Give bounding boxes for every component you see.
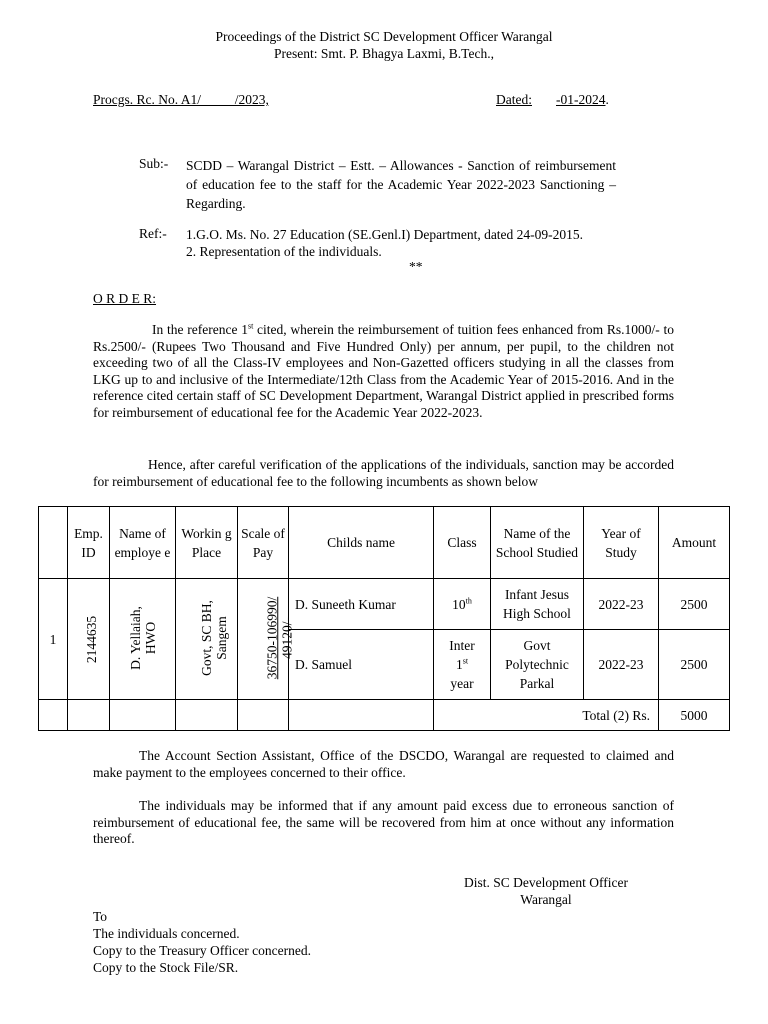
cell-amount: 2500 — [659, 579, 730, 630]
class-number: 10 — [452, 596, 466, 612]
total-empty — [39, 700, 68, 731]
total-empty — [176, 700, 238, 731]
cell-year: 2022-23 — [584, 579, 659, 630]
cell-class — [434, 630, 491, 700]
footer-line-2: Copy to the Treasury Officer concerned. — [93, 943, 311, 958]
ref-list — [186, 226, 583, 260]
signature-block — [433, 874, 659, 908]
employee-name-line-1: D. Yellaiah, — [127, 606, 143, 670]
footer-to: To — [93, 909, 108, 924]
subject-text: SCDD – Warangal District – Estt. – Allowances - Sanction of reimbursement of education fee to the staff for the Academic Year 2022-2023 Sanctioning – Regarding. — [186, 158, 616, 211]
ref-label: Ref:- — [139, 226, 167, 241]
ref-item-2: 2. Representation of the individuals. — [186, 244, 382, 259]
class-sup: th — [465, 596, 472, 605]
scale-line-2: 49120/- — [279, 617, 295, 659]
scale-line-1: 36750-106990/ — [264, 596, 280, 680]
ref-item-1: 1.G.O. Ms. No. 27 Education (SE.Genl.I) Department, dated 24-09-2015. — [186, 227, 584, 242]
procgs-number: Procgs. Rc. No. A1/ /2023, — [93, 92, 269, 107]
employee-name-line-2: HWO — [142, 621, 158, 655]
order-para-prefix: In the reference 1 — [152, 322, 248, 337]
order-paragraph — [93, 322, 674, 421]
header-scale: Scale of Pay — [238, 507, 289, 579]
cell-emp-id — [68, 579, 110, 700]
dated-value: -01-2024 — [556, 92, 606, 107]
footer-block — [93, 908, 311, 976]
scale-of-pay-text — [264, 597, 294, 680]
header-line-2: Present: Smt. P. Bhagya Laxmi, B.Tech., — [274, 46, 494, 61]
dated-label: Dated: — [496, 92, 532, 107]
working-place-line-1: Govt, SC BH, — [198, 600, 214, 676]
total-empty — [289, 700, 434, 731]
signature-line-2: Warangal — [520, 892, 572, 907]
class-sup: st — [462, 656, 469, 666]
total-empty — [68, 700, 110, 731]
cell-child-name: D. Samuel — [289, 630, 434, 700]
header-year: Year of Study — [584, 507, 659, 579]
table-row — [39, 579, 730, 630]
header-school: Name of the School Studied — [491, 507, 584, 579]
header-child: Childs name — [289, 507, 434, 579]
header-sno — [39, 507, 68, 579]
hence-paragraph: Hence, after careful verification of the applications of the individuals, sanction may be accorded for reimbursement of educational fee to the following incumbents as shown below — [93, 457, 674, 489]
header-name: Name of employe e — [110, 507, 176, 579]
cell-child-name: D. Suneeth Kumar — [289, 579, 434, 630]
class-line-3: year — [450, 676, 474, 691]
cell-sno: 1 — [39, 579, 68, 700]
cell-working-place — [176, 579, 238, 700]
emp-id-text: 2144635 — [84, 615, 100, 663]
class-line-1: Inter — [449, 638, 475, 653]
account-paragraph: The Account Section Assistant, Office of the DSCDO, Warangal are requested to claimed and make payment to the employees concerned to their office. — [93, 748, 674, 780]
document-header — [0, 28, 768, 62]
total-empty — [110, 700, 176, 731]
signature-line-1: Dist. SC Development Officer — [464, 875, 628, 890]
cell-school: Govt Polytechnic Parkal — [491, 630, 584, 700]
working-place-text — [199, 600, 229, 676]
ref-separator: ** — [409, 259, 423, 274]
table-total-row — [39, 700, 730, 731]
order-para-sup: st — [247, 321, 254, 331]
total-empty — [238, 700, 289, 731]
cell-school: Infant Jesus High School — [491, 579, 584, 630]
class-number: 1 — [455, 657, 463, 672]
working-place-line-2: Sangem — [213, 616, 229, 660]
order-para-rest: cited, wherein the reimbursement of tuition fees enhanced from Rs.1000/- to Rs.2500/- (Rupees Two Thousand and Five Hundred Only) per annum, per pupil, to the children not exceeding two of all the Class-IV employees and Non-Gazetted officers studying in all the classes from LKG up to and inclusive of the Intermediate/12th Class from the Academic Year of 2015-2016. And in the reference cited certain staff of SC Development Department, Warangal District applied in prescribed forms for reimbursement of educational fee for the Academic Year 2022-2023. — [93, 322, 674, 420]
total-label: Total (2) Rs. — [434, 700, 659, 731]
employee-name-text — [128, 606, 158, 670]
cell-year: 2022-23 — [584, 630, 659, 700]
subject-label: Sub:- — [139, 156, 169, 171]
order-heading: O R D E R: — [93, 291, 157, 306]
dated: Dated: -01-2024. — [496, 92, 609, 107]
footer-line-3: Copy to the Stock File/SR. — [93, 960, 239, 975]
header-emp-id: Emp. ID — [68, 507, 110, 579]
excess-paragraph: The individuals may be informed that if any amount paid excess due to erroneous sanction of reimbursement of educational fee, the same will be recovered from him at once without any information thereof. — [93, 798, 674, 846]
footer-line-1: The individuals concerned. — [93, 926, 240, 941]
header-place: Workin g Place — [176, 507, 238, 579]
cell-amount: 2500 — [659, 630, 730, 700]
total-amount: 5000 — [659, 700, 730, 731]
header-class: Class — [434, 507, 491, 579]
cell-scale-of-pay — [238, 579, 295, 700]
header-line-1: Proceedings of the District SC Development Officer Warangal — [215, 29, 553, 44]
cell-employee-name — [110, 579, 176, 700]
header-amount: Amount — [659, 507, 730, 579]
cell-class — [434, 579, 491, 630]
sanction-table — [38, 506, 730, 731]
table-header-row — [39, 507, 730, 579]
